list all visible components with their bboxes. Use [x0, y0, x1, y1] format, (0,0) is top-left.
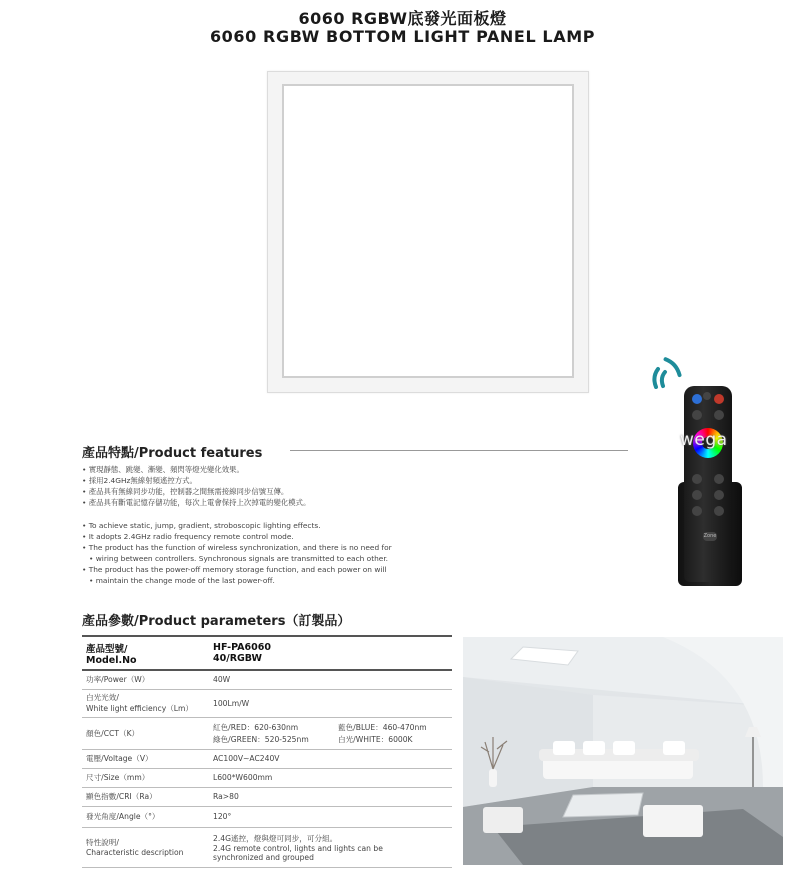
param-value: 40W: [209, 670, 452, 689]
param-value: 100Lm/W: [209, 689, 452, 717]
param-value: AC100V~AC240V: [209, 749, 452, 768]
cct-white: 白光/WHITE：6000K: [338, 734, 413, 744]
remote-button: [692, 394, 702, 404]
title-english: 6060 RGBW BOTTOM LIGHT PANEL LAMP: [209, 27, 596, 46]
feature-item: • 實現靜態、跳變、漸變、頻閃等燈光變化效果。: [82, 464, 310, 475]
remote-body: [684, 386, 732, 582]
remote-control-image: [672, 386, 742, 586]
table-row: [82, 689, 452, 717]
table-row: [82, 749, 452, 768]
features-list-cn: [82, 464, 310, 508]
feature-item: • The product has the power-off memory storage function, and each power on will: [82, 564, 392, 575]
feature-item: • 產品具有斷電記憶存儲功能，每次上電會保持上次掉電的變化模式。: [82, 497, 310, 508]
params-heading: 產品參數/Product parameters（訂製品）: [82, 614, 351, 629]
feature-item: • It adopts 2.4GHz radio frequency remote control mode.: [82, 531, 392, 542]
table-row: [82, 768, 452, 787]
remote-button: [692, 474, 702, 484]
param-label: 電壓/Voltage（V）: [82, 749, 209, 768]
param-label: 功率/Power（W）: [82, 670, 209, 689]
cct-blue: 藍色/BLUE：460-470nm: [338, 722, 427, 732]
remote-button: [714, 490, 724, 500]
feature-item: • To achieve static, jump, gradient, stroboscopic lighting effects.: [82, 520, 392, 531]
remote-button: [714, 474, 724, 484]
model-label: 產品型號/ Model.No: [82, 636, 209, 670]
brand-watermark: wega: [680, 430, 728, 450]
remote-button: [692, 490, 702, 500]
param-label: 顯色指數/CRI（Ra）: [82, 787, 209, 806]
param-value: 2.4G遙控，燈與燈可同步，可分組。 2.4G remote control, lights and lights can be synchronized and grouped: [209, 827, 452, 867]
feature-item: • 產品具有無線同步功能，控制器之間無需接線同步信號互傳。: [82, 486, 310, 497]
table-row: [82, 636, 452, 670]
param-label: 尺寸/Size（mm）: [82, 768, 209, 787]
param-label: 白光光效/ White light efficiency（Lm）: [82, 689, 209, 717]
table-row: [82, 670, 452, 689]
param-label: 顏色/CCT（K）: [82, 717, 209, 749]
remote-zone-button: Zone: [703, 533, 717, 539]
param-label: 特性說明/ Characteristic description: [82, 827, 209, 867]
panel-lamp-image: [267, 71, 589, 393]
param-value: 120°: [209, 806, 452, 827]
features-divider: [290, 450, 628, 451]
remote-button: [692, 506, 702, 516]
cct-red: 紅色/RED：620-630nm: [213, 722, 299, 732]
features-heading: 產品特點/Product features: [82, 446, 263, 461]
panel-lamp-light-surface: [282, 84, 574, 378]
remote-button: [714, 506, 724, 516]
params-table: [82, 635, 452, 868]
title-chinese: 6060 RGBW底發光面板燈: [298, 9, 507, 28]
remote-power-button: [714, 394, 724, 404]
param-label: 發光角度/Angle（°）: [82, 806, 209, 827]
param-value: [209, 717, 452, 749]
feature-item: • 採用2.4GHz無線射頻遙控方式。: [82, 475, 310, 486]
feature-item-continued: • wiring between controllers. Synchronous signals are transmitted to each other.: [82, 553, 392, 564]
wireless-signal-icon: [648, 353, 684, 389]
living-room-photo: [463, 637, 783, 865]
cct-green: 綠色/GREEN：520-525nm: [213, 734, 309, 744]
remote-button: [703, 392, 711, 400]
remote-button: [692, 410, 702, 420]
feature-item-continued: • maintain the change mode of the last power-off.: [82, 575, 392, 586]
model-value: HF-PA6060 40/RGBW: [209, 636, 452, 670]
param-value: Ra>80: [209, 787, 452, 806]
param-value: L600*W600mm: [209, 768, 452, 787]
table-row: [82, 717, 452, 749]
table-row: [82, 806, 452, 827]
feature-item: • The product has the function of wireless synchronization, and there is no need for: [82, 542, 392, 553]
features-list-en: [82, 520, 392, 586]
remote-button: [714, 410, 724, 420]
table-row: [82, 827, 452, 867]
table-row: [82, 787, 452, 806]
